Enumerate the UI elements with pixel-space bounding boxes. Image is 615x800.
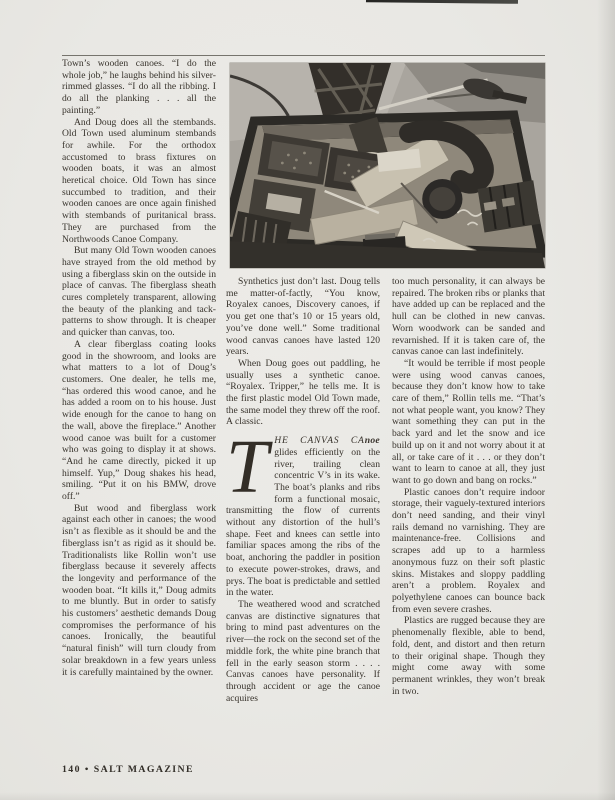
workbench-photo xyxy=(230,63,545,268)
workbench-photo-illustration xyxy=(230,63,545,268)
page-footer xyxy=(62,764,198,775)
paragraph: The weathered wood and scratched canvas are distinctive signatures that bring to mind past adventures on the river—the rock on the second set of the middle fork, the white pine branch that fell in the early season storm . . . . Canvas canoes have personality. If through accident or age the canoe acquires xyxy=(226,598,380,704)
paragraph: too much personality, it can always be repaired. The broken ribs or planks that have added up can be replaced and the hull can be clothed in new canvas. Worn woodwork can be sanded and revarnished. If it is taken care of, the canvas canoe can last indefinitely. xyxy=(392,276,545,358)
magazine-name: SALT MAGAZINE xyxy=(93,764,194,775)
column-middle xyxy=(226,276,380,754)
paragraph: But wood and fiberglass work against each other in canoes; the wood isn’t as flexible as it should be and the fiberglass isn’t as rigid as it should be. Traditionalists like Rollin won’t use fiberglass because it severely affects the longevity and performance of the wooden boat. “It kills it,” Doug admits to me bluntly. But in order to satisfy his customers’ aesthetic demands Doug compromises the performance of his canoes. Ironically, the beautiful “natural finish” will turn cloudy from solar breakdown in a few years unless it is carefully maintained by the owner. xyxy=(62,502,216,678)
section-body-text: glides efficiently on the river, trailing clean concentric V’s in its wake. The boat’s planks and ribs form a functional mosaic, transmitting the flow of currents without any distortion of the hull’s shape. Feet and knees can settle into familiar spaces among the ribs of the boat, anchoring the paddler in position to execute power-strokes, draws, and prys. The boat is predictable and settled in the water. xyxy=(226,446,380,599)
top-rule xyxy=(62,55,545,56)
paragraph: “It would be terrible if most people were using wood canvas canoes, because they don’t know how to take care of them,” Rollin tells me. “That’s not what people want, you know? They want something they can put in the back yard and let the snow and ice build up on it and not worry about it at all, or take care of it . . . or they don’t want to learn to canoe at all, they just want to go down and bang on rocks.” xyxy=(392,357,545,486)
paragraph: But many Old Town wooden canoes have strayed from the old method by using a fiberglass skin on the outside in place of canvas. The fiberglass sheath cures completely transparent, allowing the beauty of the planking and tack-patterns to show through. It is cheaper and quicker than canvas, too. xyxy=(62,245,216,339)
section-opening-paragraph xyxy=(226,425,380,599)
paragraph: And Doug does all the stembands. Old Town used aluminum stembands for awhile. For the orthodox accustomed to brass fixtures on wooden boats, it was an almost heretical choice. Old Town has since succumbed to tradition, and their wooden canoes are once again finished with stembands of puritanical brass. They are purchased from the Northwoods Canoe Company. xyxy=(62,116,216,245)
column-right xyxy=(392,276,545,754)
section-lead-in-lower: noe xyxy=(364,435,380,447)
paragraph: When Doug goes out paddling, he usually uses a synthetic canoe. “Royalex. Tripper,” he tells me. It is the first plastic model Old Town made, the same model they threw off the roof. A classic. xyxy=(226,357,380,428)
paragraph: Plastic canoes don’t require indoor storage, their vaguely-textured interiors don’t need sanding, and their vinyl rails demand no varnishing. They are maintenance-free. Collisions and scrapes add up to a harmless anonymous fuzz on their soft plastic skins. Mistakes and sloppy paddling aren’t a problem. Royalex and polyethylene canoes can bounce back from even severe crashes. xyxy=(392,486,545,615)
paragraph: A clear fiberglass coating looks good in the showroom, and looks are what matters to a lot of Doug’s customers. One dealer, he tells me, “has ordered this wood canoe, and he has added a room on to his house. Just wide enough for the canoe to hang on the wall, above the fireplace.” Another wood canoe was built for a customer who was going to display it at shows. “And he came directly, picked it up himself. Yup,” Doug shakes his head, smiling. “Put it on his BMW, drove off.” xyxy=(62,338,216,503)
section-lead-in: HE CANVAS CA xyxy=(274,435,365,447)
paragraph: Plastics are rugged because they are phenomenally flexible, able to bend, fold, dent, and distort and then return to their original shape. Though they might come away with some permanent wrinkles, they won’t break in two. xyxy=(392,615,545,697)
column-left xyxy=(62,58,216,758)
paragraph: Town’s wooden canoes. “I do the whole job,” he laughs behind his silver-rimmed glasses. “I do all the ribbing. I do all the planking . . . all the painting.” xyxy=(62,58,216,116)
paragraph: Synthetics just don’t last. Doug tells me matter-of-factly, “You know, Royalex canoes, Discovery canoes, if you get one that’s 10 or 15 years old, you’ve done well.” Some traditional wood canvas canoes have lasted 120 years. xyxy=(226,276,380,358)
page-right-edge-shadow xyxy=(597,0,615,800)
photo-compartment-box xyxy=(478,180,541,232)
drop-cap: T xyxy=(226,425,269,510)
footer-separator: • xyxy=(84,764,90,775)
scan-edge-artifact xyxy=(366,0,518,4)
page-number: 140 xyxy=(62,764,81,775)
page-bottom-edge-shadow xyxy=(0,792,615,800)
